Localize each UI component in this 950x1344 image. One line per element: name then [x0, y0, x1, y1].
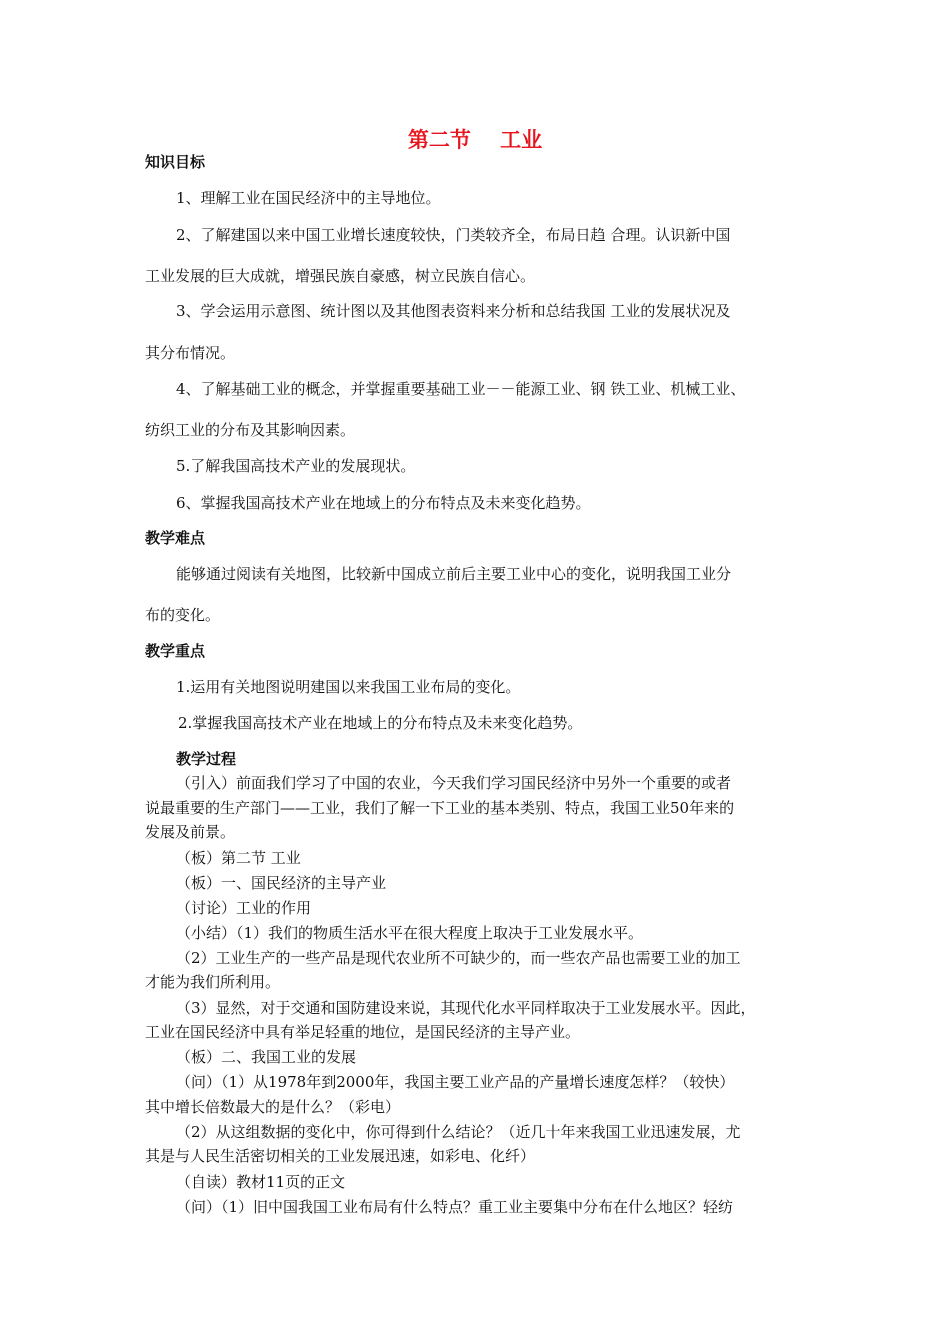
process-line: （2）工业生产的一些产品是现代农业所不可缺少的，而一些农产品也需要工业的加工	[176, 949, 741, 967]
knowledge-item: 2、了解建国以来中国工业增长速度较快，门类较齐全，布局日趋 合理。认识新中国	[176, 226, 731, 244]
knowledge-item: 3、学会运用示意图、统计图以及其他图表资料来分析和总结我国 工业的发展状况及	[176, 302, 731, 320]
focus-line: 1.运用有关地图说明建国以来我国工业布局的变化。	[176, 678, 521, 696]
process-line: 说最重要的生产部门——工业，我们了解一下工业的基本类别、特点，我国工业50年来的	[145, 799, 735, 817]
process-line: （讨论）工业的作用	[176, 899, 312, 917]
knowledge-item: 5.了解我国高技术产业的发展现状。	[176, 457, 416, 475]
process-line: （板）一、国民经济的主导产业	[176, 874, 387, 892]
process-line: （引入）前面我们学习了中国的农业，今天我们学习国民经济中另外一个重要的或者	[176, 774, 732, 792]
process-line: 工业在国民经济中具有举足轻重的地位，是国民经济的主导产业。	[145, 1023, 581, 1041]
process-heading: 教学过程	[176, 750, 237, 768]
process-line: （3）显然，对于交通和国防建设来说，其现代化水平同样取决于工业发展水平。因此，	[176, 999, 756, 1017]
knowledge-item: 4、了解基础工业的概念，并掌握重要基础工业－－能源工业、钢 铁工业、机械工业、	[176, 380, 746, 398]
process-line: （2）从这组数据的变化中，你可得到什么结论？（近几十年来我国工业迅速发展，尤	[176, 1123, 741, 1141]
process-line: 发展及前景。	[145, 823, 236, 841]
process-line: （小结）（1）我们的物质生活水平在很大程度上取决于工业发展水平。	[176, 924, 644, 942]
page-title: 第二节 工业	[407, 128, 543, 152]
focus-heading: 教学重点	[145, 642, 206, 660]
knowledge-item: 纺织工业的分布及其影响因素。	[145, 421, 356, 439]
process-line: 其中增长倍数最大的是什么？（彩电）	[145, 1098, 401, 1116]
knowledge-item: 工业发展的巨大成就，增强民族自豪感，树立民族自信心。	[145, 267, 536, 285]
difficulty-line: 布的变化。	[145, 606, 221, 624]
knowledge-item: 1、理解工业在国民经济中的主导地位。	[176, 189, 441, 207]
process-line: 其是与人民生活密切相关的工业发展迅速，如彩电、化纤）	[145, 1147, 536, 1165]
process-line: （问）（1）旧中国我国工业布局有什么特点？重工业主要集中分布在什么地区？轻纺	[176, 1198, 734, 1216]
knowledge-item: 6、掌握我国高技术产业在地域上的分布特点及未来变化趋势。	[176, 494, 591, 512]
knowledge-item: 其分布情况。	[145, 344, 236, 362]
process-line: 才能为我们所利用。	[145, 973, 281, 991]
difficulty-heading: 教学难点	[145, 529, 206, 547]
difficulty-line: 能够通过阅读有关地图，比较新中国成立前后主要工业中心的变化，说明我国工业分	[176, 565, 732, 583]
focus-line: 2.掌握我国高技术产业在地域上的分布特点及未来变化趋势。	[178, 714, 583, 732]
process-line: （问）（1）从1978年到2000年，我国主要工业产品的产量增长速度怎样？（较快）	[176, 1073, 735, 1091]
process-line: （板）二、我国工业的发展	[176, 1048, 357, 1066]
knowledge-heading: 知识目标	[145, 153, 206, 171]
process-line: （自读）教材11页的正文	[176, 1173, 346, 1191]
process-line: （板）第二节 工业	[176, 849, 301, 867]
